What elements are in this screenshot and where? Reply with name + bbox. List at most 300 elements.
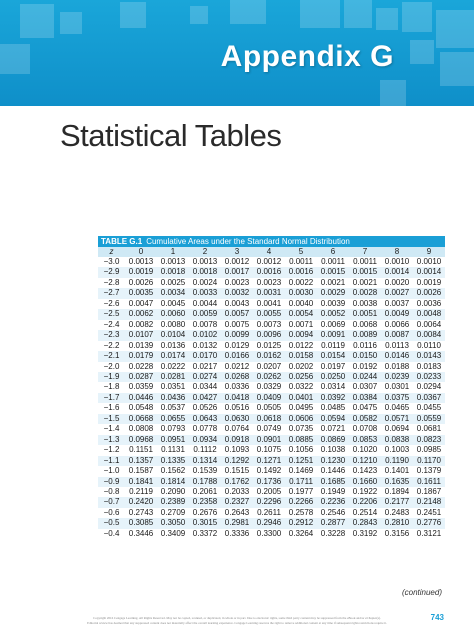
column-header-1: 1 [157,247,189,257]
area-cell: 0.3085 [125,518,157,528]
table-row [98,351,445,361]
area-cell: 0.0239 [381,372,413,382]
area-cell: 0.0262 [253,372,285,382]
area-cell: 0.0013 [160,257,186,266]
area-cell: 0.0901 [253,435,285,445]
column-header-0: 0 [125,247,157,257]
z-value-cell: −1.5 [98,414,125,424]
table-row [98,445,445,455]
area-cell: 0.0139 [128,340,154,350]
area-cell: 0.0336 [224,382,250,392]
area-cell: 0.0084 [413,330,445,340]
table-row [98,257,445,267]
area-cell: 0.0301 [384,382,410,392]
decorative-square [60,12,82,34]
area-cell: 0.0038 [352,298,378,308]
area-cell: 0.1292 [221,456,253,466]
chapter-title: Statistical Tables [60,118,282,153]
decorative-square [376,8,398,30]
area-cell: 0.1949 [320,486,346,496]
area-cell: 0.2776 [413,518,445,528]
decorative-square [20,4,54,38]
area-cell: 0.0094 [285,330,317,340]
area-cell: 0.1251 [285,456,317,466]
area-cell: 0.2061 [192,486,218,496]
area-cell: 0.1401 [384,466,410,476]
decorative-square [344,0,372,28]
area-cell: 0.1736 [253,477,285,487]
area-cell: 0.2090 [160,486,186,496]
area-cell: 0.0228 [128,361,154,371]
area-cell: 0.0154 [317,351,349,361]
z-value-cell: −2.1 [98,351,125,361]
z-value-cell: −2.0 [103,361,120,371]
area-cell: 0.1190 [381,456,413,466]
area-cell: 0.0021 [352,277,378,287]
area-cell: 0.0582 [349,414,381,424]
area-cell: 0.1492 [256,466,282,476]
area-cell: 0.0047 [128,298,154,308]
area-cell: 0.0485 [320,403,346,413]
area-cell: 0.0025 [160,277,186,287]
area-cell: 0.2912 [285,518,317,528]
area-cell: 0.0012 [256,257,282,266]
z-value-cell: −3.0 [103,257,120,266]
area-cell: 0.1003 [384,445,410,455]
area-cell: 0.0015 [317,267,349,277]
area-cell: 0.0059 [189,309,221,319]
area-cell: 0.0075 [224,319,250,329]
area-cell: 0.0643 [189,414,221,424]
table-label: TABLE G.1 [101,237,143,246]
area-cell: 0.1314 [189,456,221,466]
area-cell: 0.0014 [413,267,445,277]
area-cell: 0.0116 [353,340,377,350]
table-row [98,278,445,288]
area-cell: 0.3264 [288,528,314,538]
area-cell: 0.0066 [384,319,410,329]
table-row [98,341,445,351]
area-cell: 0.0409 [253,393,285,403]
area-cell: 0.3372 [192,528,218,538]
area-cell: 0.3409 [160,528,186,538]
area-cell: 0.0618 [253,414,285,424]
area-cell: 0.1210 [349,456,381,466]
area-cell: 0.0170 [189,351,221,361]
area-cell: 0.0287 [125,372,157,382]
table-row [98,267,445,277]
area-cell: 0.0096 [253,330,285,340]
area-cell: 0.0217 [192,361,218,371]
area-cell: 0.0054 [285,309,317,319]
area-cell: 0.0375 [381,393,413,403]
table-row [98,320,445,330]
area-cell: 0.0060 [157,309,189,319]
area-cell: 0.0020 [384,277,410,287]
area-cell: 0.0274 [189,372,221,382]
area-cell: 0.0436 [157,393,189,403]
area-cell: 0.0951 [157,435,189,445]
z-value-cell: −1.9 [98,372,125,382]
area-cell: 0.2005 [256,486,282,496]
area-cell: 0.1867 [416,486,442,496]
area-cell: 0.0037 [384,298,410,308]
area-cell: 0.2266 [285,497,317,507]
area-cell: 0.2514 [352,507,378,517]
area-cell: 0.0968 [125,435,157,445]
area-cell: 0.0630 [221,414,253,424]
table-header-row [98,247,445,257]
area-cell: 0.0010 [416,257,442,266]
area-cell: 0.1587 [128,466,154,476]
area-cell: 0.0014 [381,267,413,277]
area-cell: 0.1271 [253,456,285,466]
area-cell: 0.1711 [285,477,317,487]
area-cell: 0.2206 [349,497,381,507]
area-cell: 0.0136 [160,340,186,350]
decorative-square [380,80,406,106]
area-cell: 0.0132 [192,340,218,350]
normal-distribution-table [98,236,445,539]
z-value-cell: −1.3 [98,435,125,445]
area-cell: 0.0016 [285,267,317,277]
area-cell: 0.2676 [192,507,218,517]
column-header-2: 2 [189,247,221,257]
area-cell: 0.2483 [384,507,410,517]
area-cell: 0.0455 [416,403,442,413]
column-header-5: 5 [285,247,317,257]
z-value-cell: −1.4 [103,424,120,434]
area-cell: 0.0559 [413,414,445,424]
area-cell: 0.0034 [157,288,189,298]
area-cell: 0.0036 [416,298,442,308]
area-cell: 0.1515 [224,466,250,476]
area-cell: 0.0162 [253,351,285,361]
area-cell: 0.2177 [381,497,413,507]
area-cell: 0.0179 [125,351,157,361]
area-cell: 0.0068 [352,319,378,329]
area-cell: 0.0099 [221,330,253,340]
area-cell: 0.0188 [384,361,410,371]
area-cell: 0.0019 [125,267,157,277]
area-cell: 0.0150 [349,351,381,361]
area-cell: 0.0384 [349,393,381,403]
area-cell: 0.0013 [192,257,218,266]
z-value-cell: −2.9 [98,267,125,277]
area-cell: 0.2119 [129,486,153,496]
area-cell: 0.0129 [224,340,250,350]
area-cell: 0.2981 [221,518,253,528]
area-cell: 0.0057 [221,309,253,319]
area-cell: 0.0465 [384,403,410,413]
area-cell: 0.2578 [288,507,314,517]
area-cell: 0.0446 [125,393,157,403]
decorative-square [410,40,434,64]
area-cell: 0.0016 [253,267,285,277]
area-cell: 0.0018 [189,267,221,277]
area-cell: 0.0256 [285,372,317,382]
column-header-7: 7 [349,247,381,257]
area-cell: 0.0764 [224,424,250,434]
area-cell: 0.1112 [193,445,217,455]
area-cell: 0.0071 [288,319,314,329]
area-cell: 0.1075 [256,445,282,455]
area-cell: 0.0192 [352,361,378,371]
area-cell: 0.0222 [160,361,186,371]
copyright-line: Editorial review has deemed that any suppressed content does not materially affect the overall learning experience. Cengage Learning reserves the right to remove additional content at any time if subsequent rights restrictions require it. [87,621,387,625]
z-value-cell: −0.5 [98,518,125,528]
z-value-cell: −1.7 [98,393,125,403]
area-cell: 0.0823 [413,435,445,445]
area-cell: 0.0885 [285,435,317,445]
area-cell: 0.0571 [381,414,413,424]
decorative-square [440,52,474,86]
table-row [98,435,445,445]
area-cell: 0.0012 [224,257,250,266]
continued-note: (continued) [401,588,442,597]
table-row [98,299,445,309]
area-cell: 0.0043 [224,298,250,308]
area-cell: 0.0013 [128,257,154,266]
area-cell: 0.2033 [224,486,250,496]
area-cell: 0.1020 [352,445,378,455]
table-row [98,414,445,424]
area-cell: 0.1357 [125,456,157,466]
area-cell: 0.0537 [160,403,186,413]
area-cell: 0.3015 [189,518,221,528]
column-header-6: 6 [317,247,349,257]
area-cell: 0.0028 [349,288,381,298]
area-cell: 0.2946 [253,518,285,528]
area-cell: 0.0838 [381,435,413,445]
table-row [98,487,445,497]
decorative-square [120,2,146,28]
area-cell: 0.0080 [160,319,186,329]
area-cell: 0.0024 [192,277,218,287]
column-header-3: 3 [221,247,253,257]
area-cell: 0.2709 [160,507,186,517]
area-cell: 0.0015 [349,267,381,277]
z-value-cell: −1.8 [103,382,120,392]
area-cell: 0.0294 [416,382,442,392]
area-cell: 0.0314 [320,382,346,392]
area-cell: 0.0655 [157,414,189,424]
area-cell: 0.1562 [160,466,186,476]
area-cell: 0.1469 [288,466,314,476]
table-body [98,257,445,539]
area-cell: 0.1131 [161,445,185,455]
area-cell: 0.0035 [125,288,157,298]
table-caption [98,236,445,247]
z-value-cell: −1.1 [98,456,125,466]
area-cell: 0.0026 [413,288,445,298]
area-cell: 0.1539 [192,466,218,476]
area-cell: 0.0708 [352,424,378,434]
area-cell: 0.2546 [320,507,346,517]
table-row [98,330,445,340]
area-cell: 0.0049 [381,309,413,319]
area-cell: 0.1335 [157,456,189,466]
area-cell: 0.0174 [157,351,189,361]
area-cell: 0.0032 [221,288,253,298]
area-cell: 0.3192 [352,528,378,538]
area-cell: 0.0104 [157,330,189,340]
area-cell: 0.2611 [257,507,281,517]
area-cell: 0.0010 [384,257,410,266]
area-cell: 0.1894 [384,486,410,496]
area-cell: 0.0110 [417,340,441,350]
area-cell: 0.0344 [192,382,218,392]
decorative-square [190,6,208,24]
area-cell: 0.1635 [381,477,413,487]
area-cell: 0.1660 [349,477,381,487]
column-header-4: 4 [253,247,285,257]
area-cell: 0.0721 [320,424,346,434]
area-cell: 0.2743 [128,507,154,517]
table-row [98,393,445,403]
area-cell: 0.0694 [384,424,410,434]
area-cell: 0.0040 [288,298,314,308]
column-header-9: 9 [413,247,445,257]
z-value-cell: −2.8 [103,277,120,287]
z-value-cell: −2.7 [98,288,125,298]
area-cell: 0.2451 [416,507,442,517]
area-cell: 0.0516 [224,403,250,413]
area-cell: 0.3446 [128,528,154,538]
z-value-cell: −1.0 [103,466,120,476]
area-cell: 0.0119 [321,340,345,350]
area-cell: 0.0505 [256,403,282,413]
column-header-z: z [98,247,125,257]
area-cell: 0.1814 [157,477,189,487]
area-cell: 0.0023 [224,277,250,287]
z-value-cell: −0.4 [103,528,120,538]
table-row [98,518,445,528]
area-cell: 0.0022 [288,277,314,287]
area-cell: 0.1056 [288,445,314,455]
z-table [98,247,445,539]
copyright-footer [0,616,474,626]
decorative-square [436,10,474,48]
area-cell: 0.0233 [413,372,445,382]
decorative-square [0,44,30,74]
area-cell: 0.0166 [221,351,253,361]
z-value-cell: −2.5 [98,309,125,319]
area-cell: 0.0367 [413,393,445,403]
area-cell: 0.0749 [256,424,282,434]
area-cell: 0.0202 [288,361,314,371]
area-cell: 0.0051 [349,309,381,319]
area-cell: 0.0495 [288,403,314,413]
area-cell: 0.0062 [125,309,157,319]
area-cell: 0.1922 [352,486,378,496]
area-cell: 0.0322 [288,382,314,392]
decorative-square [402,2,432,32]
area-cell: 0.1446 [320,466,346,476]
area-cell: 0.0030 [285,288,317,298]
table-row [98,309,445,319]
area-cell: 0.1977 [288,486,314,496]
page-number: 743 [430,613,444,622]
area-cell: 0.1379 [416,466,442,476]
table-row [98,508,445,518]
z-value-cell: −1.6 [103,403,120,413]
area-cell: 0.0307 [352,382,378,392]
area-cell: 0.3050 [157,518,189,528]
area-cell: 0.1788 [189,477,221,487]
area-cell: 0.0475 [352,403,378,413]
area-cell: 0.1170 [413,456,445,466]
area-cell: 0.0044 [192,298,218,308]
area-cell: 0.1685 [317,477,349,487]
area-cell: 0.0281 [157,372,189,382]
area-cell: 0.0039 [320,298,346,308]
z-value-cell: −2.3 [98,330,125,340]
table-row [98,466,445,476]
area-cell: 0.0668 [125,414,157,424]
area-cell: 0.0985 [416,445,442,455]
area-cell: 0.0048 [413,309,445,319]
area-cell: 0.0064 [416,319,442,329]
area-cell: 0.0681 [416,424,442,434]
area-cell: 0.0125 [256,340,282,350]
area-cell: 0.2236 [317,497,349,507]
area-cell: 0.0122 [288,340,314,350]
z-value-cell: −2.6 [103,298,120,308]
area-cell: 0.0107 [125,330,157,340]
area-cell: 0.2420 [125,497,157,507]
area-cell: 0.0207 [256,361,282,371]
area-cell: 0.0069 [320,319,346,329]
area-cell: 0.0244 [349,372,381,382]
area-cell: 0.0793 [160,424,186,434]
area-cell: 0.0401 [285,393,317,403]
area-cell: 0.2843 [349,518,381,528]
area-cell: 0.0351 [160,382,186,392]
area-cell: 0.3300 [256,528,282,538]
area-cell: 0.1038 [320,445,346,455]
z-value-cell: −0.8 [103,486,120,496]
area-cell: 0.0548 [128,403,154,413]
area-cell: 0.1093 [224,445,250,455]
area-cell: 0.0029 [317,288,349,298]
area-cell: 0.2296 [253,497,285,507]
area-cell: 0.3121 [416,528,442,538]
copyright-line: Copyright 2016 Cengage Learning. All Rights Reserved. May not be copied, scanned, or duplicated, in whole or in part. Due to electronic rights, some third party content may be suppressed from the eBook and/or eChapter(s). [93,616,381,620]
area-cell: 0.1762 [221,477,253,487]
area-cell: 0.0019 [416,277,442,287]
area-cell: 0.0017 [221,267,253,277]
area-cell: 0.1611 [413,477,445,487]
area-cell: 0.2358 [189,497,221,507]
area-cell: 0.0329 [256,382,282,392]
column-header-8: 8 [381,247,413,257]
area-cell: 0.2643 [224,507,250,517]
area-cell: 0.0023 [256,277,282,287]
area-cell: 0.0026 [128,277,154,287]
area-cell: 0.0158 [285,351,317,361]
area-cell: 0.0011 [289,257,313,266]
area-cell: 0.0021 [320,277,346,287]
area-cell: 0.0526 [192,403,218,413]
table-row [98,477,445,487]
area-cell: 0.1230 [317,456,349,466]
decorative-square [230,0,266,24]
table-row [98,362,445,372]
z-value-cell: −2.2 [103,340,120,350]
area-cell: 0.0011 [353,257,377,266]
z-value-cell: −0.6 [103,507,120,517]
